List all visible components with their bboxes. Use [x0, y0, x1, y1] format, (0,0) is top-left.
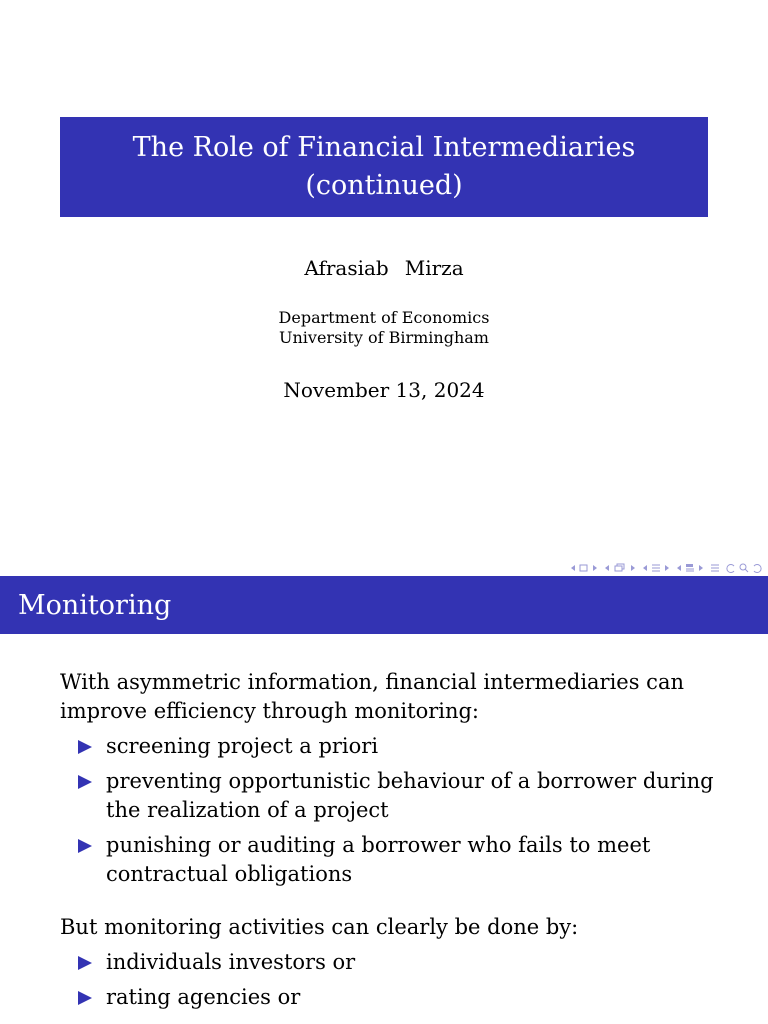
bullet-text-continued: the realization of a project [106, 798, 389, 822]
document-nav [710, 563, 720, 573]
bullet-triangle-icon [78, 740, 92, 754]
university: University of Birmingham [279, 328, 489, 347]
nav-next-section-icon[interactable] [664, 564, 670, 572]
beamer-navigation-bar [570, 560, 762, 576]
bullet-text: individuals investors or [106, 950, 356, 974]
bullet-item [60, 732, 720, 761]
bullet-text-continued: contractual obligations [106, 862, 353, 886]
nav-forward-icon[interactable] [752, 563, 762, 573]
monitoring-slide [0, 576, 768, 1024]
subsection-nav [604, 563, 636, 573]
slide-nav [676, 563, 704, 573]
bullet-text: preventing opportunistic behaviour of a borrower during [106, 769, 714, 793]
bullet-text: screening project a priori [106, 734, 379, 758]
nav-document-icon[interactable] [710, 563, 720, 573]
nav-subsection-icon[interactable] [613, 563, 627, 573]
bullet-text: punishing or auditing a borrower who fails to meet [106, 833, 651, 857]
monitoring-bullet-list [60, 732, 720, 889]
title-line-2: (continued) [305, 170, 463, 201]
bullet-item [60, 983, 720, 1012]
author-last-name: Mirza [404, 256, 464, 280]
bullet-triangle-icon [78, 839, 92, 853]
monitors-bullet-list [60, 948, 720, 1012]
nav-next-subsection-icon[interactable] [630, 564, 636, 572]
author-first-name: Afrasiab [304, 256, 389, 280]
author [0, 256, 768, 280]
bullet-item [60, 831, 720, 889]
section-nav [642, 563, 670, 573]
nav-slide-icon[interactable] [685, 563, 695, 573]
title-line-1: The Role of Financial Intermediaries [132, 132, 636, 163]
institution [0, 308, 768, 348]
bullet-item [60, 948, 720, 977]
date: November 13, 2024 [283, 378, 485, 402]
nav-next-frame-icon[interactable] [592, 564, 598, 572]
search-nav [726, 563, 762, 573]
second-paragraph: But monitoring activities can clearly be done by: [60, 915, 579, 939]
nav-prev-section-icon[interactable] [642, 564, 648, 572]
nav-prev-frame-icon[interactable] [570, 564, 576, 572]
bullet-triangle-icon [78, 956, 92, 970]
frame-nav [570, 564, 598, 572]
nav-search-icon[interactable] [739, 563, 749, 573]
intro-paragraph [60, 668, 720, 726]
nav-prev-subsection-icon[interactable] [604, 564, 610, 572]
nav-back-icon[interactable] [726, 563, 736, 573]
nav-next-slide-icon[interactable] [698, 564, 704, 572]
title-box [60, 117, 708, 217]
intro-line-1: With asymmetric information, financial intermediaries can [60, 670, 684, 694]
nav-frame-icon[interactable] [579, 564, 589, 572]
bullet-triangle-icon [78, 991, 92, 1005]
department: Department of Economics [278, 308, 490, 327]
nav-section-icon[interactable] [651, 563, 661, 573]
frame-title: Monitoring [0, 576, 768, 634]
intro-line-2: improve efficiency through monitoring: [60, 699, 480, 723]
bullet-triangle-icon [78, 775, 92, 789]
bullet-text: rating agencies or [106, 985, 301, 1009]
slide-body [60, 668, 720, 1018]
nav-prev-slide-icon[interactable] [676, 564, 682, 572]
bullet-item [60, 767, 720, 825]
